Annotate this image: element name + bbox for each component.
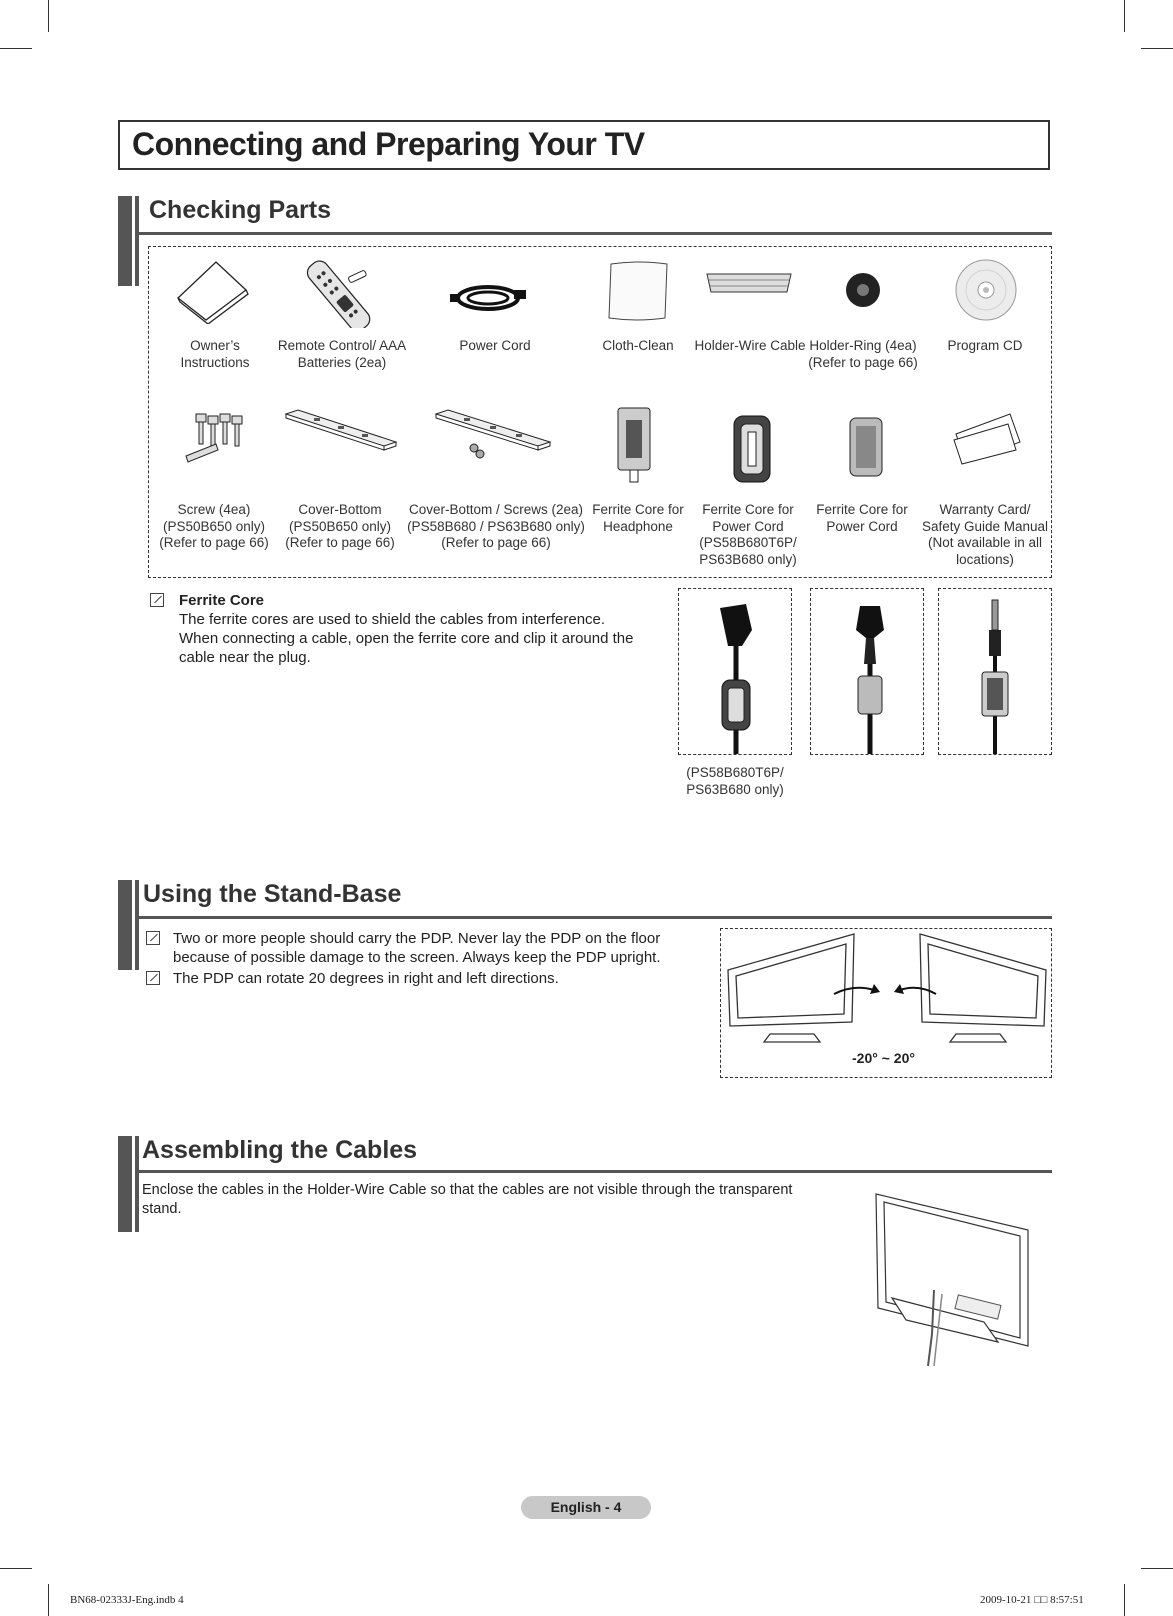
cables-text-line1: Enclose the cables in the Holder-Wire Cable so that the cables are not visible through the transparent (142, 1182, 793, 1198)
part-ferrite-headphone (586, 502, 690, 535)
cover-bottom-screws-icon (434, 404, 564, 460)
tv-rotation-icon (724, 930, 1050, 1056)
page-title-box (118, 120, 1050, 170)
part-cloth-clean (579, 338, 697, 355)
section-bar (118, 1136, 135, 1232)
part-owners-instructions (156, 338, 274, 371)
note-icon (146, 931, 160, 945)
part-label: Owner’s Instructions (180, 338, 250, 370)
section-rule (138, 1170, 1052, 1173)
ferrite-power-large-icon (730, 412, 774, 486)
part-label: Ferrite Core for Power Cord (PS58B680T6P/ PS63B680 only) (699, 502, 797, 567)
ferrite-headphone-icon (614, 404, 654, 484)
power-plug-large-ferrite-icon (700, 596, 772, 754)
tv-back-cables-icon (872, 1190, 1032, 1368)
cover-bottom-icon (284, 404, 400, 454)
ferrite-caption-line1: (PS58B680T6P/ (686, 765, 784, 780)
warranty-card-icon (952, 410, 1024, 466)
part-ferrite-power-large (696, 502, 800, 568)
cables-text-line2: stand. (142, 1201, 182, 1217)
ferrite-note-line1: The ferrite cores are used to shield the cables from interference. (179, 611, 606, 628)
part-label: Program CD (947, 338, 1023, 353)
page-title: Connecting and Preparing Your TV (132, 126, 645, 162)
ferrite-note-line3: cable near the plug. (179, 649, 311, 666)
part-cover-bottom (284, 502, 396, 552)
part-label: Remote Control/ AAA Batteries (2ea) (277, 338, 407, 370)
note-icon (150, 593, 164, 607)
section-title-cables: Assembling the Cables (142, 1136, 418, 1164)
part-label: Ferrite Core for Headphone (592, 502, 684, 534)
ferrite-note-line2: When connecting a cable, open the ferrite core and clip it around the (179, 630, 634, 647)
section-rule (138, 916, 1052, 919)
part-holder-wire-cable (688, 338, 812, 355)
date-slug: 2009-10-21 □□ 8:57:51 (980, 1594, 1084, 1606)
section-bar (118, 196, 135, 286)
holder-ring-icon (843, 270, 883, 310)
holder-wire-icon (703, 270, 797, 296)
ferrite-caption (678, 765, 792, 798)
part-label: Holder-Wire Cable (694, 338, 806, 353)
part-remote-control (272, 338, 412, 371)
screw-icon (182, 410, 248, 466)
headphone-plug-ferrite-icon (972, 596, 1018, 754)
ferrite-power-icon (846, 412, 886, 482)
cd-icon (954, 258, 1018, 322)
stand-note1-line2: because of possible damage to the screen. Always keep the PDP upright. (173, 949, 661, 966)
cloth-icon (605, 258, 671, 324)
stand-note2: The PDP can rotate 20 degrees in right and left directions. (173, 970, 559, 987)
ferrite-note-heading: Ferrite Core (179, 592, 265, 609)
manual-icon (170, 258, 250, 324)
part-power-cord (436, 338, 554, 355)
section-rule (138, 232, 1052, 235)
power-plug-ferrite-icon (846, 604, 894, 754)
file-slug: BN68-02333J-Eng.indb 4 (70, 1594, 184, 1606)
part-program-cd (926, 338, 1044, 355)
part-warranty-card (920, 502, 1050, 568)
page-number-badge: English - 4 (521, 1496, 651, 1519)
part-ferrite-power (810, 502, 914, 535)
part-label: Holder-Ring (4ea) (Refer to page 66) (808, 338, 918, 370)
section-title-checking-parts: Checking Parts (149, 196, 332, 224)
section-title-stand-base: Using the Stand-Base (143, 880, 402, 908)
part-holder-ring (804, 338, 922, 371)
part-label: Cover-Bottom (PS50B650 only) (Refer to page 66) (285, 502, 395, 550)
part-label: Cover-Bottom / Screws (2ea) (PS58B680 / PS63B680 only) (Refer to page 66) (407, 502, 585, 550)
part-screw (156, 502, 272, 552)
note-icon (146, 971, 160, 985)
part-label: Power Cord (459, 338, 531, 353)
part-label: Ferrite Core for Power Cord (816, 502, 908, 534)
section-bar (118, 880, 135, 970)
rotation-label: -20° ~ 20° (852, 1050, 915, 1066)
power-cord-icon (450, 278, 530, 318)
stand-note1-line1: Two or more people should carry the PDP. Never lay the PDP on the floor (173, 930, 661, 947)
part-label: Cloth-Clean (602, 338, 674, 353)
ferrite-caption-line2: PS63B680 only) (686, 781, 784, 797)
part-cover-bottom-screws (406, 502, 586, 552)
part-label: Screw (4ea) (PS50B650 only) (Refer to page 66) (159, 502, 269, 550)
remote-icon (300, 256, 380, 328)
part-label: Warranty Card/ Safety Guide Manual (Not available in all locations) (921, 502, 1049, 567)
